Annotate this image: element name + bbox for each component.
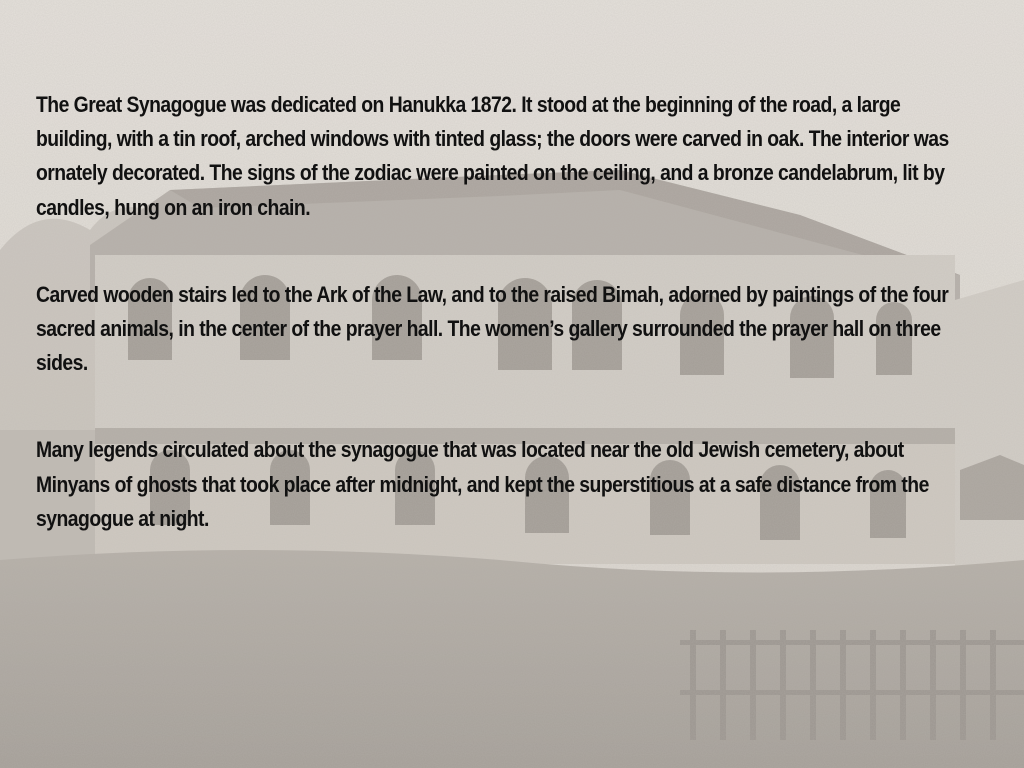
paragraph-history: The Great Synagogue was dedicated on Hanukka 1872. It stood at the beginning of the road, a large building, with a tin roof, arched windows with tinted glass; the doors were carved in oak. The interior was ornately decorated. The signs of the zodiac were painted on the ceiling, and a bronze candelabrum, lit by candles, hung on an iron chain. bbox=[36, 92, 949, 220]
paragraph-legends: Many legends circulated about the synagogue that was located near the old Jewish cemetery, about Minyans of ghosts that took place after midnight, and kept the superstitious at a safe distance from the synagogue at night. bbox=[36, 437, 929, 531]
paragraph-interior: Carved wooden stairs led to the Ark of the Law, and to the raised Bimah, adorned by paintings of the four sacred animals, in the center of the prayer hall. The women’s gallery surrounded the prayer hall on three sides. bbox=[36, 281, 949, 376]
text-content bbox=[36, 88, 976, 536]
